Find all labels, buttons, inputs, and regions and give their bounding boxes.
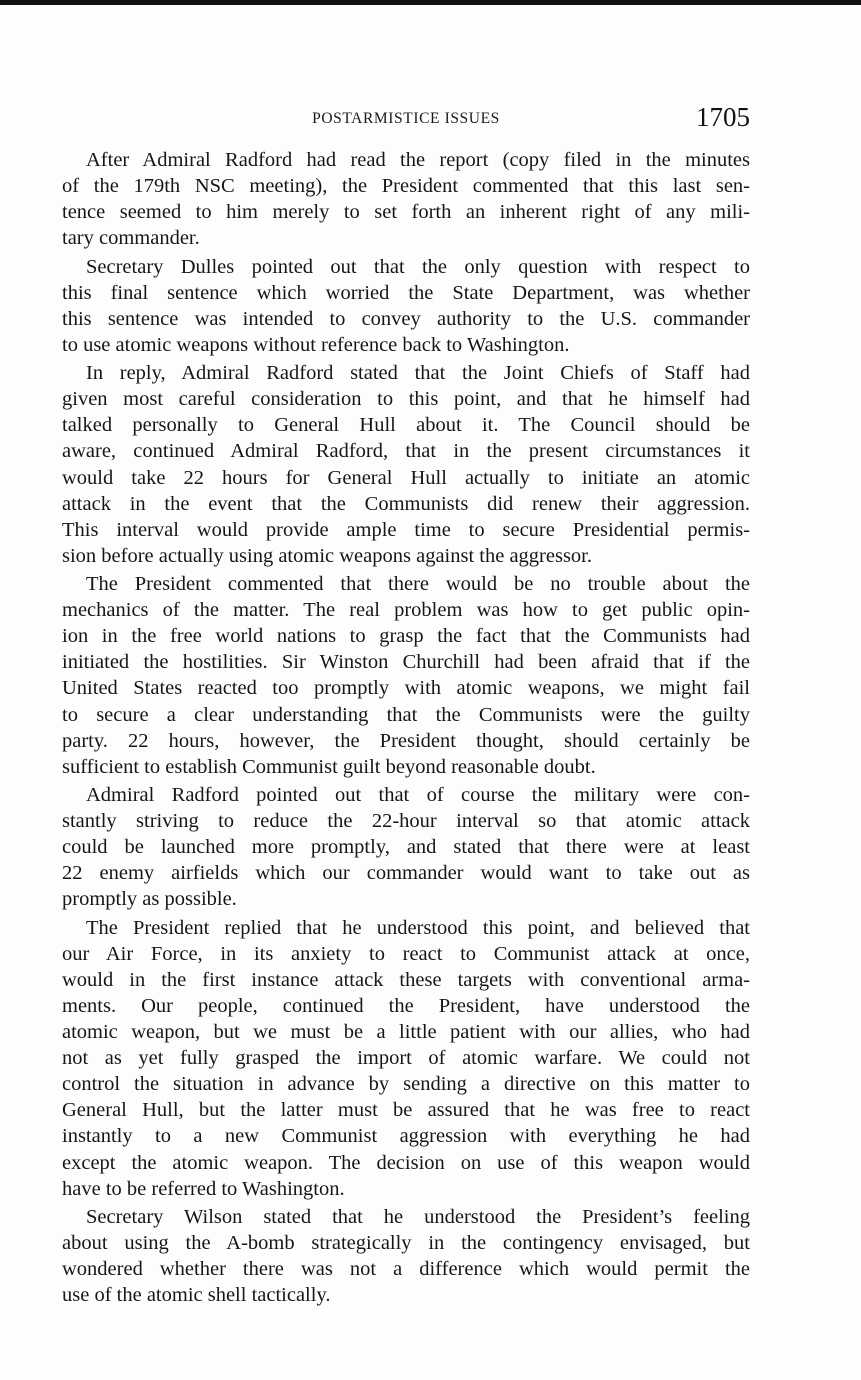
text-line: our Air Force, in its anxiety to react to Communist attack at once, [62, 942, 750, 965]
text-line: wondered whether there was not a difference which would permit the [62, 1258, 750, 1281]
text-line: The President replied that he understood this point, and believed that [86, 916, 750, 939]
text-line: of the 179th NSC meeting), the President commented that this last sen- [62, 175, 750, 198]
text-line: to use atomic weapons without reference back to Washington. [62, 333, 570, 356]
text-line: party. 22 hours, however, the President thought, should certainly be [62, 729, 750, 752]
text-line: control the situation in advance by sending a directive on this matter to [62, 1073, 750, 1096]
body-text [62, 147, 750, 1310]
text-line: This interval would provide ample time to secure Presidential permis- [62, 518, 750, 541]
text-line: given most careful consideration to this point, and that he himself had [62, 388, 750, 411]
paragraph [62, 147, 750, 251]
text-line: would in the first instance attack these targets with conventional arma- [62, 968, 750, 991]
text-line: not as yet fully grasped the import of atomic warfare. We could not [62, 1047, 750, 1070]
top-border-rule [0, 0, 861, 5]
text-line: General Hull, but the latter must be assured that he was free to react [62, 1099, 750, 1122]
paragraph [62, 571, 750, 780]
text-line: 22 enemy airfields which our commander would want to take out as [62, 862, 750, 885]
text-line: could be launched more promptly, and stated that there were at least [62, 836, 750, 859]
text-line: except the atomic weapon. The decision on use of this weapon would [62, 1151, 750, 1174]
text-line: aware, continued Admiral Radford, that in the present circumstances it [62, 440, 750, 463]
text-line: mechanics of the matter. The real problem was how to get public opin- [62, 599, 750, 622]
text-line: Secretary Wilson stated that he understood the President’s feeling [86, 1205, 750, 1228]
paragraph [62, 1204, 750, 1308]
text-line: sufficient to establish Communist guilt beyond reasonable doubt. [62, 755, 596, 778]
text-line: would take 22 hours for General Hull actually to initiate an atomic [62, 466, 750, 489]
text-line: attack in the event that the Communists did renew their aggression. [62, 492, 750, 515]
text-line: ments. Our people, continued the President, have understood the [62, 994, 750, 1017]
page-number: 1705 [696, 102, 750, 132]
text-line: talked personally to General Hull about it. The Council should be [62, 414, 750, 437]
text-line: sion before actually using atomic weapons against the aggressor. [62, 544, 593, 567]
text-line: this final sentence which worried the State Department, was whether [62, 281, 750, 304]
text-line: United States reacted too promptly with atomic weapons, we might fail [62, 677, 750, 700]
text-line: In reply, Admiral Radford stated that the Joint Chiefs of Staff had [86, 362, 750, 385]
text-line: instantly to a new Communist aggression with everything he had [62, 1125, 750, 1148]
text-line: to secure a clear understanding that the Communists were the guilty [62, 703, 750, 726]
paragraph [62, 782, 750, 912]
text-line: After Admiral Radford had read the report (copy filed in the minutes [86, 149, 750, 171]
text-line: have to be referred to Washington. [62, 1177, 345, 1200]
text-line: tence seemed to him merely to set forth an inherent right of any mili- [62, 201, 750, 224]
text-line: atomic weapon, but we must be a little patient with our allies, who had [62, 1021, 750, 1044]
text-line: promptly as possible. [62, 888, 237, 911]
text-line: ion in the free world nations to grasp the fact that the Communists had [62, 625, 750, 648]
text-line: tary commander. [62, 227, 200, 250]
running-head [62, 102, 750, 132]
running-title: POSTARMISTICE ISSUES [312, 110, 500, 127]
text-line: stantly striving to reduce the 22-hour interval so that atomic attack [62, 810, 750, 833]
text-line: The President commented that there would be no trouble about the [86, 573, 750, 596]
paragraph [62, 915, 750, 1202]
text-line: this sentence was intended to convey authority to the U.S. commander [62, 307, 750, 330]
text-line: initiated the hostilities. Sir Winston Churchill had been afraid that if the [62, 651, 750, 674]
paragraph [62, 254, 750, 358]
text-line: Admiral Radford pointed out that of course the military were con- [86, 784, 750, 806]
text-line: use of the atomic shell tactically. [62, 1284, 331, 1307]
text-line: Secretary Dulles pointed out that the only question with respect to [86, 255, 750, 278]
text-line: about using the A-bomb strategically in the contingency envisaged, but [62, 1231, 750, 1254]
paragraph [62, 360, 750, 569]
